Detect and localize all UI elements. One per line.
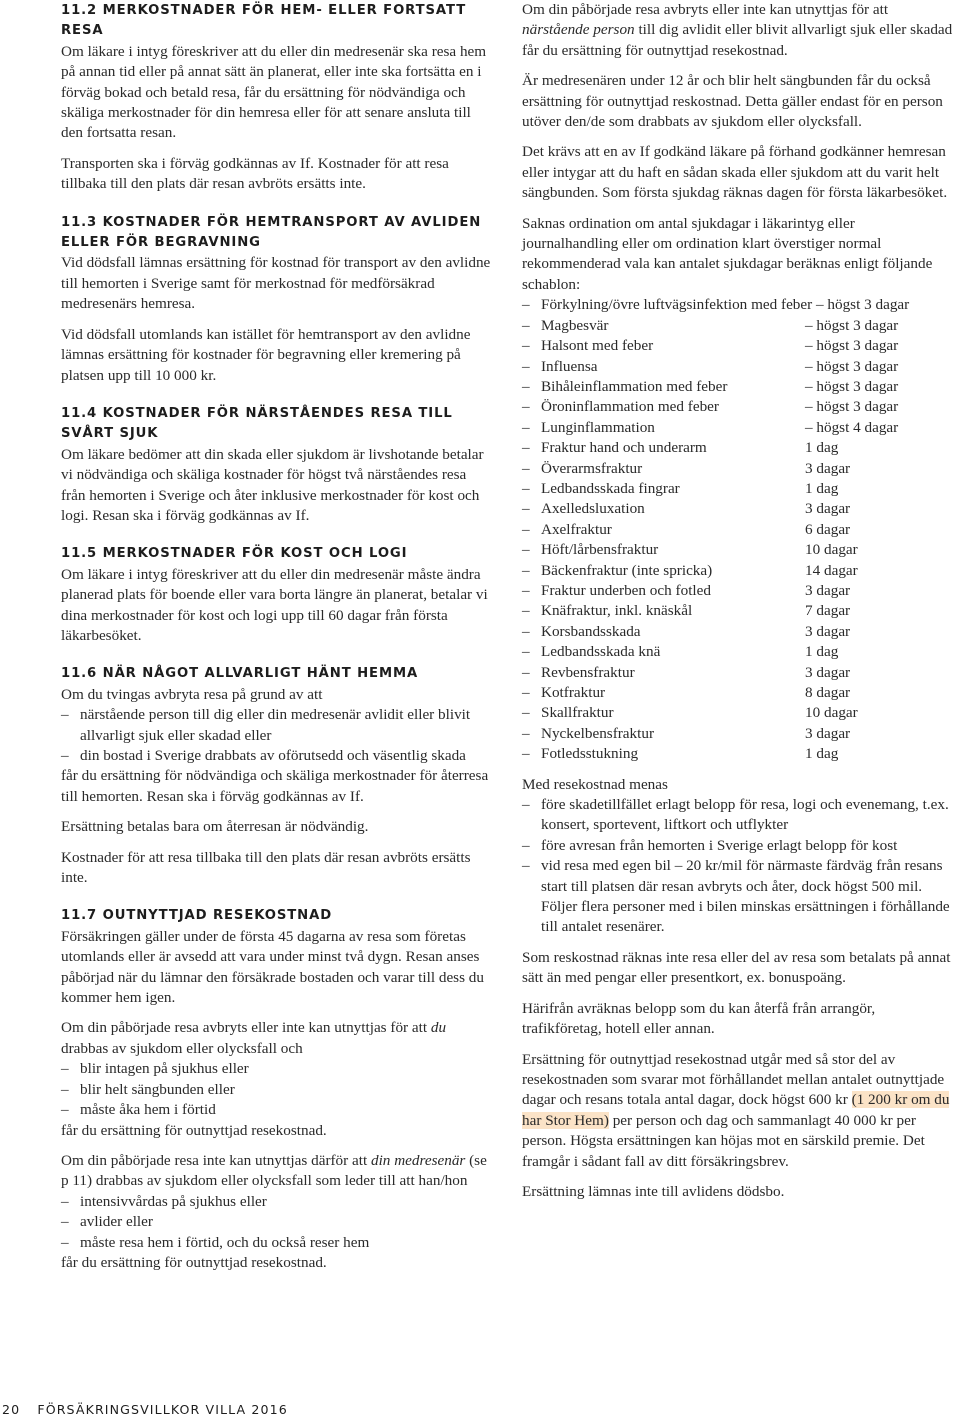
schedule-condition: – Magbesvär [541,316,609,334]
paragraph: får du ersättning för nödvändiga och skäliga merkostnader för återresa till hemorten. Resan ska i förväg godkännas av If. [61,767,489,805]
schedule-condition: – Korsbandsskada [541,622,641,640]
schedule-condition: – Kotfraktur [541,684,606,701]
section-heading-11-7: 11.7 OUTNYTTJAD RESEKOSTNAD [61,908,333,924]
schedule-row [522,499,954,519]
paragraph: Kostnader för att resa tillbaka till den plats där resan avbröts ersätts inte. [61,848,471,887]
schedule-row [522,744,954,764]
list-item: – måste åka hem i förtid [61,1100,491,1120]
schedule-days: 14 dagar [805,561,858,579]
schedule-row [522,357,954,377]
schedule-days: – högst 3 dagar [805,357,899,375]
schedule-condition: – Skallfraktur [541,704,614,722]
schedule-row [522,377,954,397]
schedule-row [522,724,954,744]
schedule-days: 10 dagar [805,541,858,559]
paragraph: Med resekostnad menas [522,775,668,793]
document-title: FÖRSÄKRINGSVILLKOR VILLA 2016 [37,1402,288,1417]
left-column [61,0,491,1273]
schedule-condition: – Knäfraktur, inkl. knäskål [541,602,693,620]
schedule-days: – högst 4 dagar [805,418,899,436]
schedule-condition: – Förkylning/övre luftvägsinfektion med feber – högst 3 dagar [541,296,910,314]
schedule-condition: – Fraktur underben och fotled [541,581,711,599]
schedule-row [522,601,954,621]
schedule-days: – högst 3 dagar [805,398,899,416]
dash-list [61,705,491,766]
schedule-condition: – Ledbandsskada fingrar [541,479,680,497]
schedule-condition: – Fotledsstukning [541,745,639,763]
section-heading-11-3: 11.3 KOSTNADER FÖR HEMTRANSPORT AV AVLIDEN ELLER FÖR BEGRAVNING [61,214,482,251]
schedule-row [522,438,954,458]
paragraph: Försäkringen gäller under de första 45 dagarna av resa som företas utomlands eller är avsedd att vara under minst två dygn. Resan anses påbörjad när du lämnar den försäkrade bostaden och varar till dess du kommer hem igen. [61,927,484,1007]
schedule-condition: – Överarmsfraktur [541,459,643,477]
emphasis: du [430,1019,447,1037]
paragraph: Saknas ordination om antal sjukdagar i läkarintyg eller journalhandling eller om ordination klart överstiger normal rekommenderad vala kan antalet sjukdagar beräknas enligt följande schablon: [522,214,933,293]
highlighted-text: (1 200 kr om du har Stor Hem) [522,1091,950,1129]
text-run: till dig avlidit eller blivit allvarligt sjuk eller skadad får du ersättning för outnyttjad resekostnad. [522,21,953,59]
schedule-days: 6 dagar [805,520,851,538]
paragraph [61,1151,491,1192]
schedule-row [522,397,954,417]
schedule-row [522,295,954,315]
schedule-row [522,703,954,723]
paragraph: Vid dödsfall utomlands kan istället för hemtransport av den avlidne lämnas ersättning för kostnader för begravning eller kremering på platsen upp till 10 000 kr. [61,325,471,384]
schedule-condition: – Halsont med feber [541,337,654,355]
schedule-condition: – Bäckenfraktur (inte spricka) [541,561,713,579]
text-run: (se p 11) drabbas av sjukdom eller olycksfall som leder till att han/hon [61,1151,487,1190]
schedule-row [522,622,954,642]
list-item: – intensivvårdas på sjukhus eller [61,1192,491,1212]
schedule-days: 1 dag [805,479,839,497]
schedule-row [522,561,954,581]
paragraph: Ersättning betalas bara om återresan är nödvändig. [61,818,369,836]
schedule-days: 1 dag [805,745,839,763]
schedule-row [522,581,954,601]
schedule-days: 8 dagar [805,684,851,701]
paragraph: Om du tvingas avbryta resa på grund av att [61,685,323,703]
schedule-condition: – Bihåleinflammation med feber [541,377,728,395]
paragraph: Om läkare bedömer att din skada eller sjukdom är livshotande betalar vi nödvändiga och skäliga kostnader för högst två närståendes resa från hemorten i Sverige och åter inklusive merkostnader för kost och logi. Resan ska i förväg godkännas av If. [61,445,484,524]
dash-list [61,1192,491,1253]
sick-days-schedule [522,295,954,764]
schedule-days: – högst 3 dagar [805,316,899,334]
schedule-condition: – Revbensfraktur [541,663,635,681]
schedule-condition: – Nyckelbensfraktur [541,724,655,742]
list-item: – blir intagen på sjukhus eller [61,1059,491,1079]
schedule-days: 3 dagar [805,724,851,742]
schedule-days: 3 dagar [805,663,851,681]
schedule-days: – högst 3 dagar [805,377,899,395]
schedule-days: 3 dagar [805,622,851,640]
dash-list [522,795,954,938]
list-item: – din bostad i Sverige drabbats av oförutsedd och väsentlig skada [61,746,491,766]
paragraph: Ersättning lämnas inte till avlidens dödsbo. [522,1182,785,1200]
schedule-condition: – Öroninflammation med feber [541,398,719,416]
schedule-days: 10 dagar [805,704,858,722]
paragraph: Härifrån avräknas belopp som du kan återfå från arrangör, trafikföretag, hotell eller annan. [522,999,876,1038]
list-item: – före avresan från hemorten i Sverige erlagt belopp för kost [522,836,954,856]
section-heading-11-6: 11.6 NÄR NÅGOT ALLVARLIGT HÄNT HEMMA [61,666,419,682]
text-run: Om din påbörjade resa avbryts eller inte kan utnyttjas för att [522,1,889,18]
schedule-condition: – Axelfraktur [541,520,612,538]
paragraph [522,1050,954,1172]
list-item: – närstående person till dig eller din medresenär avlidit eller blivit allvarligt sjuk eller skadad eller [61,705,491,746]
dash-list [61,1059,491,1120]
text-run: Om din påbörjade resa avbryts eller inte kan utnyttjas för att [61,1019,431,1037]
text-run: drabbas av sjukdom eller olycksfall och [61,1039,303,1057]
schedule-days: – högst 3 dagar [805,337,899,355]
schedule-days: 1 dag [805,643,839,661]
schedule-days: 3 dagar [805,500,851,518]
schedule-row [522,540,954,560]
schedule-row [522,520,954,540]
section-heading-11-2: 11.2 MERKOSTNADER FÖR HEM- ELLER FORTSATT RESA [61,3,467,39]
schedule-days: 3 dagar [805,581,851,599]
paragraph: Som reskostnad räknas inte resa eller del av resa som betalats på annat sätt än med pengar eller presentkort, ex. bonuspoäng. [522,948,951,987]
schedule-condition: – Lunginflammation [541,418,655,436]
schedule-condition: – Ledbandsskada knä [541,643,661,661]
paragraph: Det krävs att en av If godkänd läkare på förhand godkänner hemresan eller intygar att du haft en sådan skada eller sjukdom att du varit helt sängbunden. Som första sjukdag räknas dagen för första läkarbesöket. [522,143,948,202]
paragraph: Om läkare i intyg föreskriver att du eller din medresenär måste ändra planerad plats för boende eller vara borta längre än planerat, betalar vi dina merkostnader för kost och logi upp till 60 dagar från första läkarbesöket. [61,565,488,644]
schedule-row [522,459,954,479]
list-item: – blir helt sängbunden eller [61,1080,491,1100]
list-item: – före skadetillfället erlagt belopp för resa, logi och evenemang, t.ex. konsert, sportevent, liftkort och utflykter [522,795,954,836]
schedule-days: 1 dag [805,439,839,457]
schedule-condition: – Höft/lårbensfraktur [541,541,659,559]
paragraph: får du ersättning för outnyttjad resekostnad. [61,1121,327,1139]
paragraph: Om läkare i intyg föreskriver att du eller din medresenär ska resa hem på annan tid eller på annat sätt än planerat, eller inte ska fortsätta en i förväg bokad och betald resa, får du ersättning för nödvändiga och skäliga merkostnader för din hemresa eller för att senare ansluta till den fortsatta resan. [61,42,487,142]
section-heading-11-5: 11.5 MERKOSTNADER FÖR KOST OCH LOGI [61,546,408,562]
emphasis: din medresenär [370,1151,466,1169]
page-footer [2,1402,288,1417]
page-number: 20 [2,1402,21,1417]
schedule-row [522,479,954,499]
schedule-row [522,316,954,336]
schedule-row [522,663,954,683]
paragraph: Är medresenären under 12 år och blir helt sängbunden får du också ersättning för outnyttjad reskostnad. Detta gäller endast för en person utöver den/de som drabbats av sjukdom eller olycksfall. [522,72,943,131]
paragraph [61,1018,491,1059]
schedule-row [522,336,954,356]
schedule-row [522,642,954,662]
schedule-condition: – Fraktur hand och underarm [541,439,707,457]
schedule-row [522,683,954,703]
schedule-row [522,418,954,438]
schedule-condition: – Axelledsluxation [541,500,645,518]
paragraph: får du ersättning för outnyttjad resekostnad. [61,1253,327,1271]
paragraph [522,0,954,61]
paragraph: Vid dödsfall lämnas ersättning för kostnad för transport av den avlidne till hemorten i Sverige samt för merkostnad för medförsäkrad medresenärs hemresa. [61,254,491,313]
text-run: per person och dag och sammanlagt 40 000 kr per person. Högsta ersättningen kan höjas mot en särskild premie. Det framgår i sådant fall av ditt försäkringsbrev. [522,1111,925,1170]
emphasis: närstående person [522,21,635,39]
right-column [522,0,954,1202]
list-item: – avlider eller [61,1212,491,1232]
text-run: Om din påbörjade resa inte kan utnyttjas därför att [61,1151,371,1169]
list-item: – måste resa hem i förtid, och du också reser hem [61,1233,491,1253]
schedule-days: 3 dagar [805,459,851,477]
section-heading-11-4: 11.4 KOSTNADER FÖR NÄRSTÅENDES RESA TILL SVÅRT SJUK [61,405,453,442]
schedule-condition: – Influensa [541,357,598,375]
text-run: Ersättning för outnyttjad resekostnad utgår med så stor del av resekostnaden som svarar mot förhållandet mellan antalet outnyttjade dagar och resans totala antal dagar, dock högst 600 kr [522,1050,945,1109]
list-item: – vid resa med egen bil – 20 kr/mil för närmaste färdväg från resans start till platsen där resan avbryts och åter, dock högst 500 mil. Följer flera personer med i bilen minskas ersättningen i förhållande till antalet resenärer. [522,856,954,938]
paragraph: Transporten ska i förväg godkännas av If. Kostnader för att resa tillbaka till den plats där resan avbröts ersätts inte. [61,154,449,193]
schedule-days: 7 dagar [805,602,851,620]
